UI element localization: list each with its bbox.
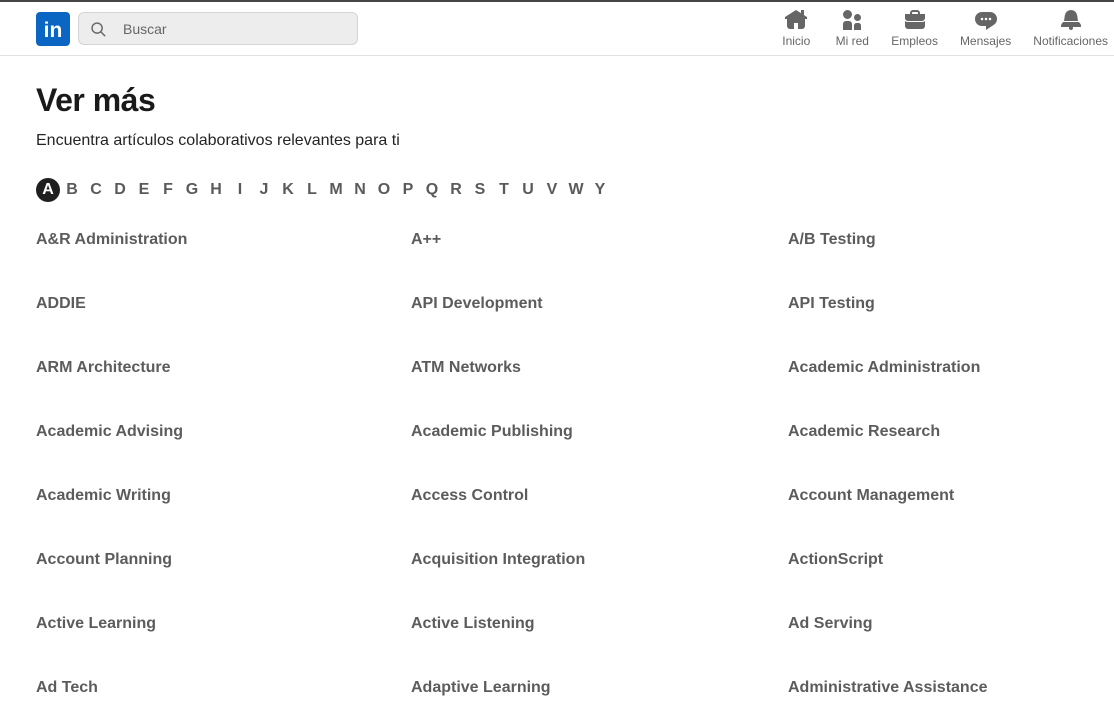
skill-link[interactable]: ARM Architecture bbox=[36, 359, 171, 376]
page-title: Ver más bbox=[36, 82, 156, 118]
alphabet-letter-I[interactable]: I bbox=[237, 181, 243, 198]
skill-link[interactable]: Account Planning bbox=[36, 551, 172, 568]
skill-link[interactable]: Ad Tech bbox=[36, 679, 98, 696]
skill-link[interactable]: Adaptive Learning bbox=[411, 679, 551, 696]
skills-grid bbox=[36, 230, 1078, 726]
alphabet-letter-V[interactable]: V bbox=[546, 181, 558, 198]
nav-item-messaging[interactable] bbox=[960, 8, 1011, 49]
home-icon bbox=[784, 8, 808, 32]
jobs-icon bbox=[903, 8, 927, 32]
messaging-icon bbox=[974, 8, 998, 32]
nav-item-label: Mi red bbox=[835, 34, 869, 48]
skill-link[interactable]: Ad Serving bbox=[788, 615, 873, 632]
page-subtitle: Encuentra artículos colaborativos relevantes para ti bbox=[36, 132, 400, 149]
skill-link[interactable]: Acquisition Integration bbox=[411, 551, 586, 568]
alphabet-letter-Q[interactable]: Q bbox=[425, 181, 439, 198]
primary-nav bbox=[779, 8, 1114, 49]
skill-link[interactable]: Administrative Assistance bbox=[788, 679, 988, 696]
skill-link[interactable]: ATM Networks bbox=[411, 359, 521, 376]
alphabet-letter-O[interactable]: O bbox=[377, 181, 391, 198]
alphabet-letter-Y[interactable]: Y bbox=[594, 181, 606, 198]
alphabet-letter-G[interactable]: G bbox=[185, 181, 199, 198]
alphabet-letter-H[interactable]: H bbox=[210, 181, 222, 198]
alphabet-letter-S[interactable]: S bbox=[474, 181, 486, 198]
my-network-icon bbox=[840, 8, 864, 32]
skill-link[interactable]: Academic Research bbox=[788, 423, 941, 440]
skill-link[interactable]: Account Management bbox=[788, 487, 955, 504]
alphabet-letter-J[interactable]: J bbox=[259, 181, 269, 198]
nav-item-label: Inicio bbox=[782, 34, 811, 48]
alphabet-letter-F[interactable]: F bbox=[163, 181, 173, 198]
nav-item-label: Empleos bbox=[891, 34, 938, 48]
skill-link[interactable]: A/B Testing bbox=[788, 231, 876, 248]
alphabet-letter-R[interactable]: R bbox=[450, 181, 462, 198]
nav-item-label: Notificaciones bbox=[1033, 34, 1108, 48]
skill-link[interactable]: API Testing bbox=[788, 295, 875, 312]
alphabet-letter-A[interactable]: A bbox=[36, 178, 60, 202]
skill-link[interactable]: Active Learning bbox=[36, 615, 157, 632]
skill-link[interactable]: Academic Administration bbox=[788, 359, 981, 376]
search-input[interactable] bbox=[121, 20, 347, 38]
skill-link[interactable]: Access Control bbox=[411, 487, 529, 504]
alphabet-nav bbox=[36, 178, 1078, 202]
see-more-page bbox=[0, 81, 1114, 726]
skill-link[interactable]: Academic Publishing bbox=[411, 423, 573, 440]
alphabet-letter-W[interactable]: W bbox=[568, 181, 584, 198]
skill-link[interactable]: ADDIE bbox=[36, 295, 86, 312]
nav-item-label: Mensajes bbox=[959, 34, 1012, 48]
alphabet-letter-B[interactable]: B bbox=[66, 181, 78, 198]
alphabet-letter-C[interactable]: C bbox=[90, 181, 102, 198]
alphabet-letter-M[interactable]: M bbox=[329, 181, 343, 198]
alphabet-letter-N[interactable]: N bbox=[354, 181, 366, 198]
nav-item-notifications[interactable] bbox=[1033, 8, 1108, 49]
nav-item-my-network[interactable] bbox=[835, 8, 869, 49]
skill-link[interactable]: ActionScript bbox=[788, 551, 884, 568]
notifications-icon bbox=[1059, 8, 1083, 32]
alphabet-letter-E[interactable]: E bbox=[138, 181, 150, 198]
search-icon bbox=[89, 20, 107, 38]
alphabet-letter-D[interactable]: D bbox=[114, 181, 126, 198]
alphabet-letter-T[interactable]: T bbox=[499, 181, 509, 198]
global-nav-bar bbox=[0, 2, 1114, 56]
skill-link[interactable]: A++ bbox=[411, 231, 442, 248]
nav-item-jobs[interactable] bbox=[891, 8, 938, 49]
nav-item-home[interactable] bbox=[779, 8, 813, 49]
alphabet-letter-L[interactable]: L bbox=[307, 181, 317, 198]
alphabet-letter-U[interactable]: U bbox=[522, 181, 534, 198]
skill-link[interactable]: A&R Administration bbox=[36, 231, 188, 248]
search-box[interactable] bbox=[78, 12, 358, 45]
alphabet-letter-K[interactable]: K bbox=[282, 181, 294, 198]
skill-link[interactable]: Academic Advising bbox=[36, 423, 184, 440]
linkedin-logo[interactable]: in bbox=[36, 12, 70, 46]
skill-link[interactable]: Academic Writing bbox=[36, 487, 171, 504]
skill-link[interactable]: Active Listening bbox=[411, 615, 535, 632]
alphabet-letter-P[interactable]: P bbox=[402, 181, 414, 198]
skill-link[interactable]: API Development bbox=[411, 295, 543, 312]
